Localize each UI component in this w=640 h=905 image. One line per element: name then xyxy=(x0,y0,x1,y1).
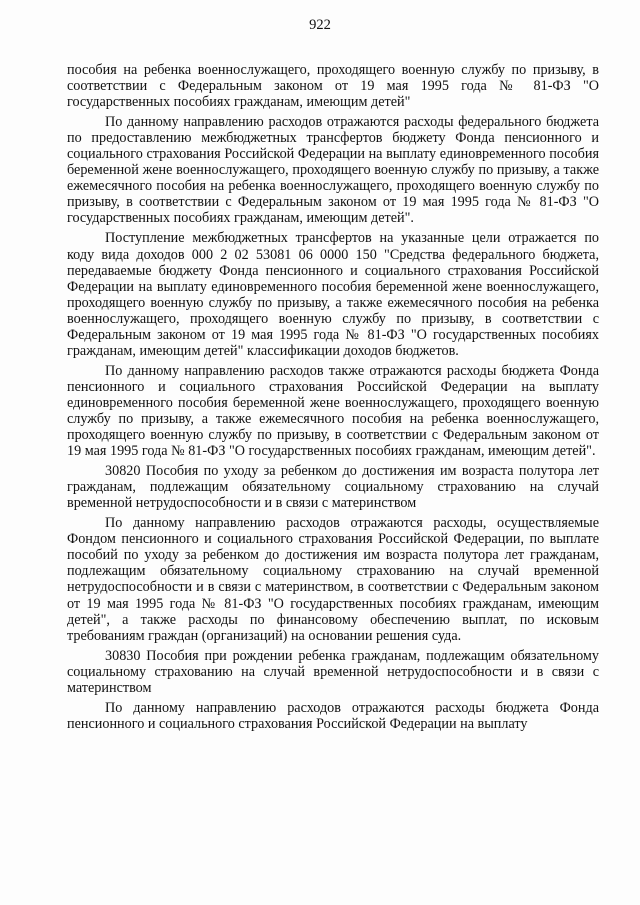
paragraph-federal-budget-transfers: По данному направлению расходов отражаются расходы федерального бюджета по предоставлению межбюджетных трансфертов бюджету Фонда пенсионного и социального страхования Российской Федерации на выплату единовременного пособия беременной жене военнослужащего, проходящего военную службу по призыву, а также ежемесячного пособия на ребенка военнослужащего, проходящего военную службу по призыву, в соответствии с Федеральным законом от 19 мая 1995 года № 81-ФЗ "О государственных пособиях гражданам, имеющим детей". xyxy=(67,114,599,227)
paragraph-birth-allowance: По данному направлению расходов отражаются расходы бюджета Фонда пенсионного и социального страхования Российской Федерации на выплату xyxy=(67,699,599,732)
paragraph-childcare-allowance: По данному направлению расходов отражаются расходы, осуществляемые Фондом пенсионного и социального страхования Российской Федерации, по выплате пособий по уходу за ребенком до достижения им возраста полутора лет гражданам, подлежащим обязательному социальному страхованию на случай временной нетрудоспособности и в связи с материнством, в соответствии с Федеральным законом от 19 мая 1995 года № 81-ФЗ "О государственных пособиях гражданам, имеющим детей", а также расходы по финансовому обеспечению выплат, по исковым требованиям граждан (организаций) на основании решения суда. xyxy=(67,515,599,644)
document-body xyxy=(67,62,599,732)
paragraph-fund-expenses: По данному направлению расходов также отражаются расходы бюджета Фонда пенсионного и социального страхования Российской Федерации на выплату единовременного пособия беременной жене военнослужащего, проходящего военную службу по призыву, а также ежемесячного пособия на ребенка военнослужащего, проходящего военную службу по призыву, в соответствии с Федеральным законом от 19 мая 1995 года № 81-ФЗ "О государственных пособиях гражданам, имеющим детей". xyxy=(67,362,599,460)
paragraph-transfer-income-code: Поступление межбюджетных трансфертов на указанные цели отражается по коду вида доходов 000 2 02 53081 06 0000 150 "Средства федерального бюджета, передаваемые бюджету Фонда пенсионного и социального страхования Российской Федерации на выплату единовременного пособия беременной жене военнослужащего, проходящего военную службу по призыву, а также ежемесячного пособия на ребенка военнослужащего, проходящего военную службу по призыву, в соответствии с Федеральным законом от 19 мая 1995 года № 81-ФЗ "О государственных пособиях гражданам, имеющим детей" классификации доходов бюджетов. xyxy=(67,230,599,359)
page-number: 922 xyxy=(309,17,331,33)
paragraph-continuation: пособия на ребенка военнослужащего, проходящего военную службу по призыву, в соответствии с Федеральным законом от 19 мая 1995 года № 81-ФЗ "О государственных пособиях гражданам, имеющим детей" xyxy=(67,62,599,111)
section-heading-30820: 30820 Пособия по уходу за ребенком до достижения им возраста полутора лет гражданам, подлежащим обязательному социальному страхованию на случай временной нетрудоспособности и в связи с материнством xyxy=(67,463,599,512)
section-heading-30830: 30830 Пособия при рождении ребенка гражданам, подлежащим обязательному социальному страхованию на случай временной нетрудоспособности и в связи с материнством xyxy=(67,647,599,696)
